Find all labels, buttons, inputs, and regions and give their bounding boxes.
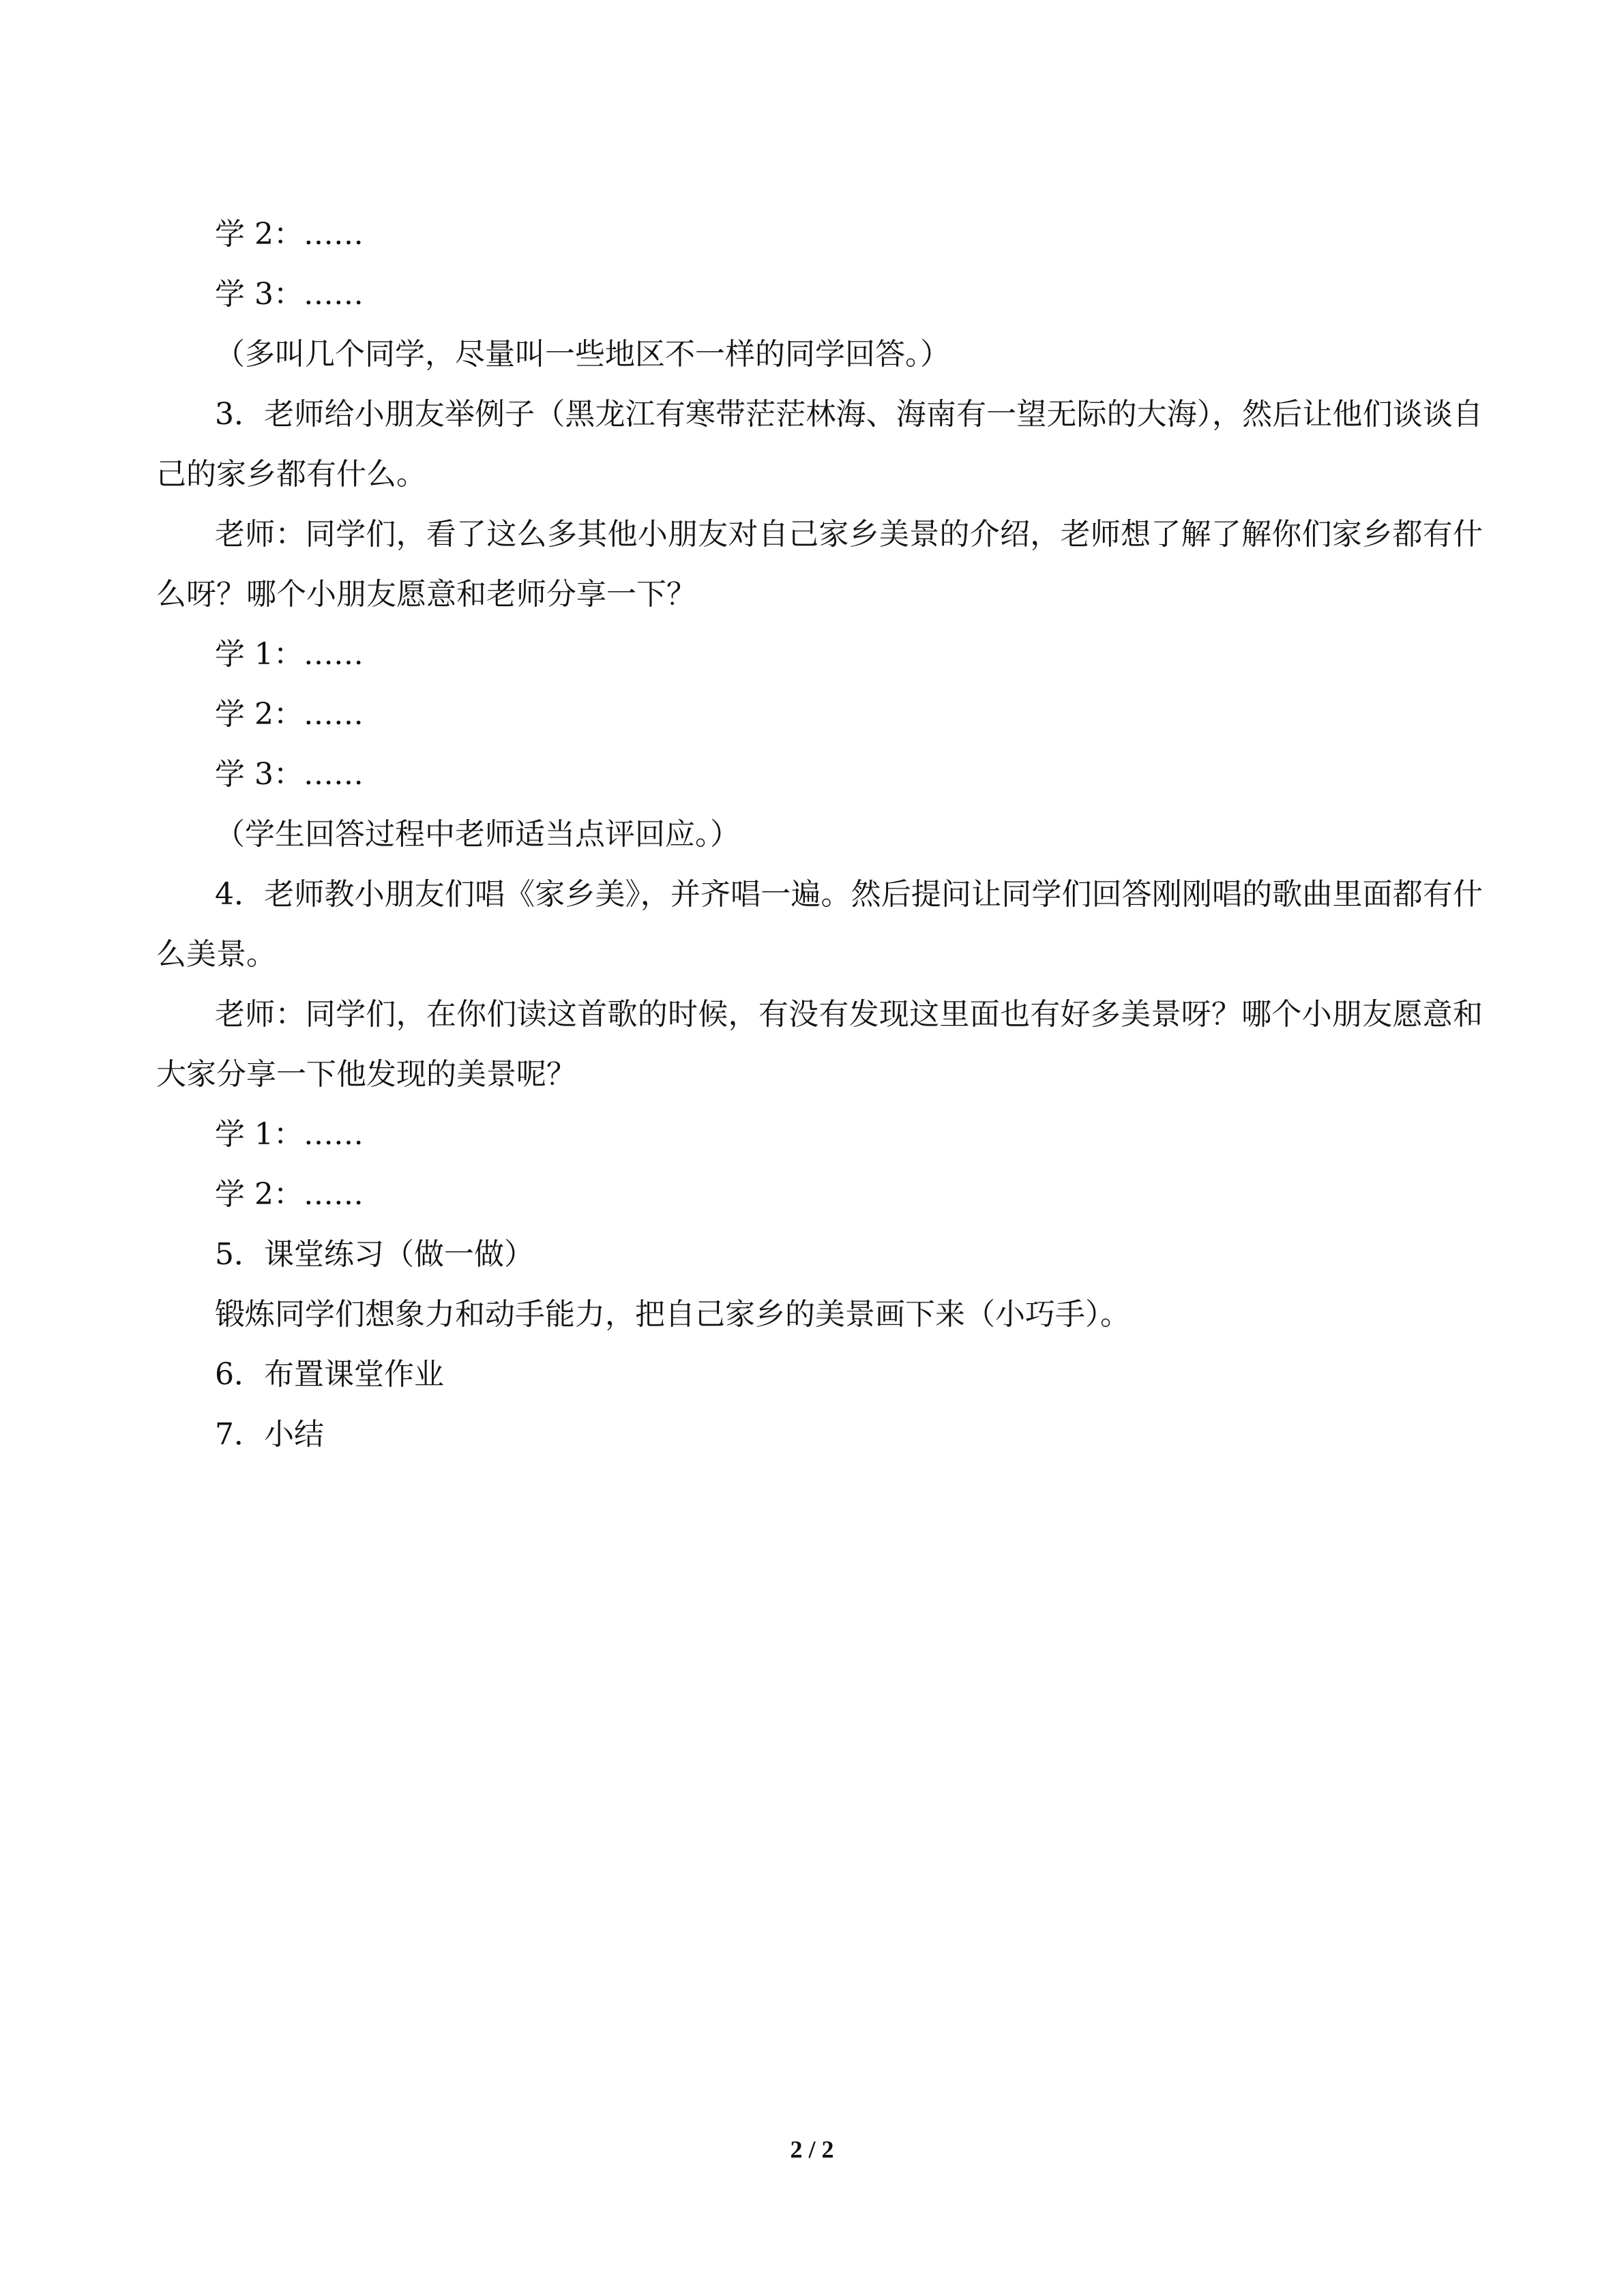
document-body bbox=[156, 205, 1483, 1465]
step-4-paragraph: 4．老师教小朋友们唱《家乡美》，并齐唱一遍。然后提问让同学们回答刚刚唱的歌曲里面都有什么美景。 bbox=[156, 877, 1483, 972]
step-6-heading: 6．布置课堂作业 bbox=[215, 1357, 444, 1392]
step-7-heading: 7．小结 bbox=[215, 1417, 324, 1452]
student-2-reply: 学 2：…… bbox=[215, 1177, 364, 1212]
teacher-note: （学生回答过程中老师适当点评回应。） bbox=[215, 817, 740, 852]
exercise-description: 锻炼同学们想象力和动手能力，把自己家乡的美景画下来（小巧手）。 bbox=[215, 1297, 1130, 1332]
student-3-reply: 学 3：…… bbox=[215, 757, 364, 792]
teacher-question-paragraph: 老师：同学们，在你们读这首歌的时候，有没有发现这里面也有好多美景呀？哪个小朋友愿意和大家分享一下他发现的美景呢？ bbox=[156, 997, 1483, 1092]
student-2-reply: 学 2：…… bbox=[215, 217, 364, 252]
page-number: 2 / 2 bbox=[790, 2136, 834, 2163]
teacher-question-paragraph: 老师：同学们，看了这么多其他小朋友对自己家乡美景的介绍，老师想了解了解你们家乡都有什么呀？哪个小朋友愿意和老师分享一下？ bbox=[156, 517, 1483, 612]
step-3-paragraph: 3．老师给小朋友举例子（黑龙江有寒带茫茫林海、海南有一望无际的大海），然后让他们谈谈自己的家乡都有什么。 bbox=[156, 397, 1483, 492]
teacher-note: （多叫几个同学，尽量叫一些地区不一样的同学回答。） bbox=[215, 337, 950, 372]
student-3-reply: 学 3：…… bbox=[215, 277, 364, 312]
student-1-reply: 学 1：…… bbox=[215, 1117, 364, 1152]
student-2-reply: 学 2：…… bbox=[215, 697, 364, 732]
student-1-reply: 学 1：…… bbox=[215, 637, 364, 672]
step-5-heading: 5．课堂练习（做一做） bbox=[215, 1237, 534, 1272]
